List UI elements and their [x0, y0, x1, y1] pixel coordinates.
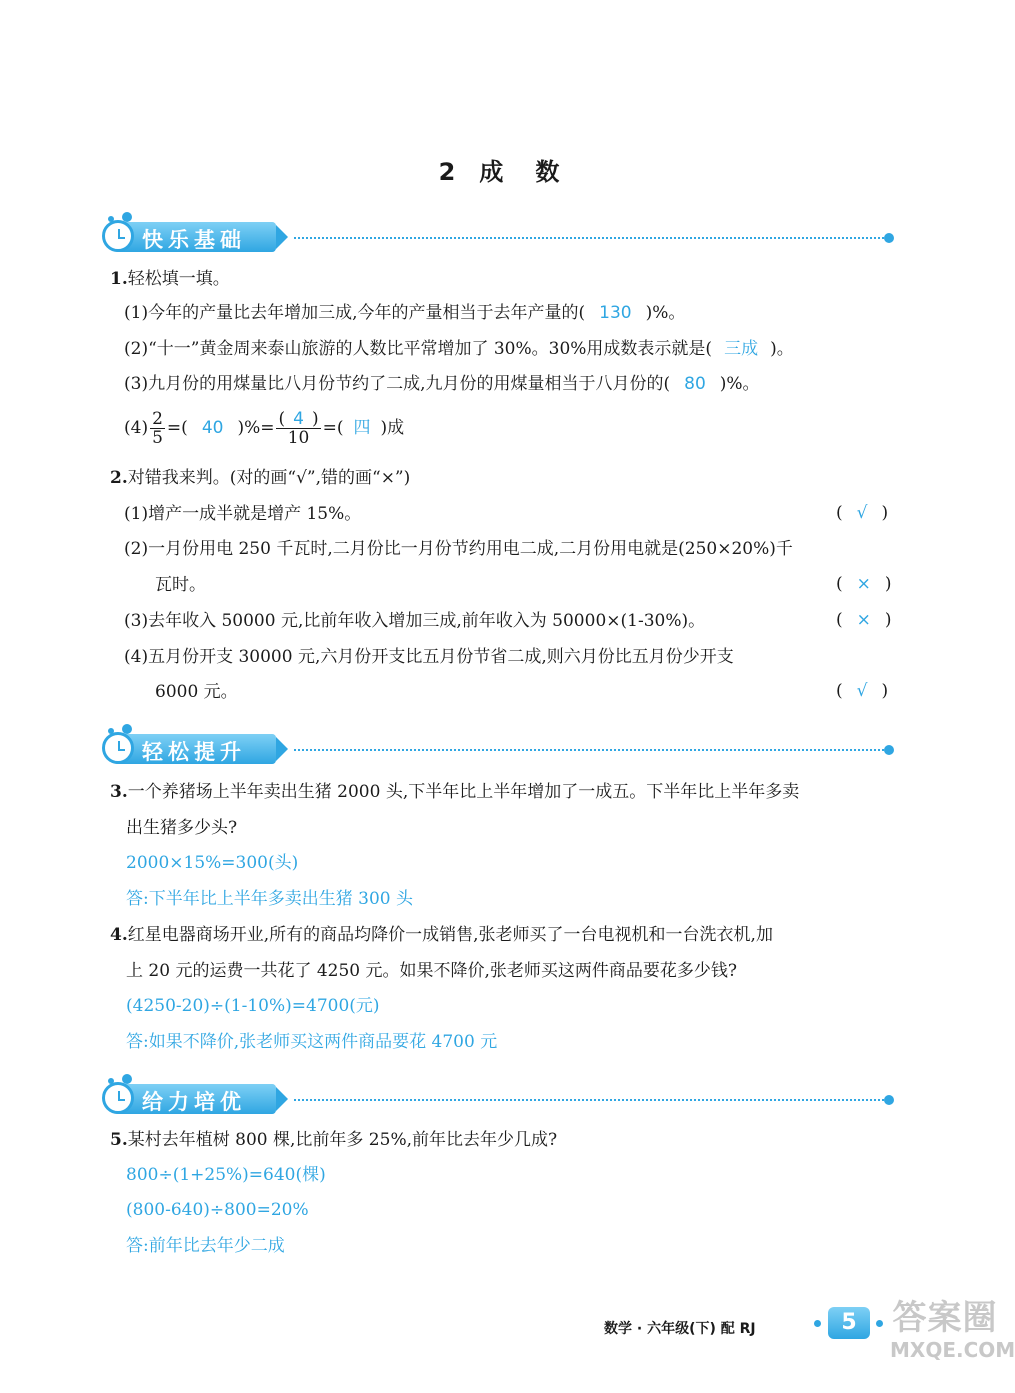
denominator: 5 [152, 428, 163, 448]
section-header-advanced [104, 1080, 894, 1116]
part-text: (3)九月份的用煤量比八月份节约了二成,九月份的用煤量相当于八月份的( [124, 374, 671, 394]
title-number: 2 [438, 158, 458, 186]
fraction [276, 410, 320, 447]
dotted-divider [294, 1099, 884, 1101]
part-text: (1)今年的产量比去年增加三成,今年的产量相当于去年产量的( [124, 303, 586, 323]
question-text: 对错我来判。(对的画“√”,错的画“×”) [127, 468, 411, 488]
dotted-divider [294, 237, 884, 239]
question-2-part-4-cont [155, 681, 238, 703]
question-1-part-1 [124, 302, 685, 324]
dotted-divider [294, 749, 884, 751]
answer-value: × [856, 574, 871, 594]
clock-icon [102, 220, 134, 252]
question-2-part-3 [124, 610, 705, 632]
part-text: 6000 元。 [155, 682, 238, 702]
page-number: 5 [828, 1307, 870, 1339]
question-4-stem [110, 924, 773, 946]
question-3-stem-cont [126, 817, 237, 839]
answer-calculation: (4250-20)÷(1-10%)=4700(元) [126, 996, 380, 1016]
question-4-stem-cont [126, 960, 737, 982]
part-text: )。 [770, 339, 794, 359]
question-number: 3. [110, 782, 128, 802]
watermark-text: 答案圈 [892, 1298, 998, 1338]
question-text: 上 20 元的运费一共花了 4250 元。如果不降价,张老师买这两件商品要花多少钱? [126, 961, 738, 981]
decoration-dot [876, 1320, 883, 1327]
question-text: 某村去年植树 800 棵,比前年多 25%,前年比去年少几成? [127, 1130, 558, 1150]
answer-value: √ [856, 503, 868, 523]
answer-sentence: 答:下半年比上半年多卖出生猪 300 头 [126, 889, 413, 909]
numerator [276, 410, 320, 429]
paren: ( [278, 409, 286, 429]
question-3-stem [110, 781, 799, 803]
answer-sentence: 答:前年比去年少二成 [126, 1236, 285, 1256]
part-text: )%。 [645, 303, 686, 323]
part-text: (4) [124, 418, 149, 438]
watermark [890, 1298, 1015, 1362]
question-number: 2. [110, 468, 128, 488]
watermark-url: MXQE.COM [890, 1338, 1015, 1362]
answer-value: 130 [599, 303, 632, 323]
answer-value: 三成 [724, 339, 759, 359]
answer-value: 40 [201, 418, 224, 438]
question-2-part-2-cont [155, 574, 206, 596]
title-word-2: 数 [535, 158, 562, 186]
part-text: (2)“十一”黄金周来泰山旅游的人数比平常增加了 30%。30%用成数表示就是( [124, 339, 713, 359]
decoration-dot [814, 1320, 821, 1327]
paren: ) [311, 409, 319, 429]
title-word-1: 成 [479, 158, 506, 186]
answer-calculation: (800-640)÷800=20% [126, 1200, 309, 1220]
judgement-mark: ( √ ) [836, 503, 889, 523]
question-2-part-4 [124, 646, 734, 668]
question-text: 出生猪多少头? [126, 818, 238, 838]
judgement-mark: ( × ) [836, 574, 892, 594]
part-text: (1)增产一成半就是增产 15%。 [124, 504, 362, 524]
answer-calculation: 800÷(1+25%)=640(棵) [126, 1165, 326, 1185]
fraction [150, 410, 165, 447]
section-title: 给力培优 [142, 1090, 246, 1114]
answer-value: 80 [684, 374, 706, 394]
denominator: 10 [287, 428, 310, 448]
question-text: 轻松填一填。 [127, 269, 230, 289]
question-text: 红星电器商场开业,所有的商品均降价一成销售,张老师买了一台电视机和一台洗衣机,加 [127, 925, 773, 945]
footer-book-info: 数学 · 六年级(下) 配 RJ [604, 1321, 756, 1337]
section-title: 快乐基础 [142, 228, 246, 252]
clock-icon [102, 1082, 134, 1114]
numerator: 2 [152, 409, 163, 429]
question-number: 5. [110, 1130, 128, 1150]
judgement-mark: ( √ ) [836, 681, 889, 701]
answer-sentence: 答:如果不降价,张老师买这两件商品要花 4700 元 [126, 1032, 498, 1052]
divider-end-dot [884, 1095, 894, 1105]
question-2-part-2 [124, 538, 793, 560]
section-header-basic [104, 218, 894, 254]
question-2-part-1 [124, 503, 361, 525]
part-text: (2)一月份用电 250 千瓦时,二月份比一月份节约用电二成,二月份用电就是(250×20%)千 [124, 539, 793, 559]
question-number: 4. [110, 925, 128, 945]
judgement-mark: ( × ) [836, 610, 892, 630]
part-text: (3)去年收入 50000 元,比前年收入增加三成,前年收入为 50000×(1-30%)。 [124, 611, 706, 631]
question-2-stem [110, 467, 410, 489]
divider-end-dot [884, 233, 894, 243]
part-text: =( [322, 418, 344, 438]
part-text: )%= [237, 418, 275, 438]
part-text: (4)五月份开支 30000 元,六月份开支比五月份节省二成,则六月份比五月份少开支 [124, 647, 734, 667]
answer-calculation: 2000×15%=300(头) [126, 853, 299, 873]
answer-value: × [856, 610, 871, 630]
question-1-part-4 [124, 410, 404, 447]
answer-value: 四 [353, 418, 371, 438]
divider-end-dot [884, 745, 894, 755]
part-text: 瓦时。 [155, 575, 206, 595]
answer-value: √ [856, 681, 868, 701]
question-1-part-3 [124, 373, 760, 395]
part-text: )成 [380, 418, 405, 438]
clock-icon [102, 732, 134, 764]
question-number: 1. [110, 269, 128, 289]
part-text: )%。 [719, 374, 760, 394]
section-title: 轻松提升 [142, 740, 246, 764]
question-text: 一个养猪场上半年卖出生猪 2000 头,下半年比上半年增加了一成五。下半年比上半年多卖 [127, 782, 800, 802]
page-title [0, 152, 1000, 187]
question-5-stem [110, 1129, 557, 1151]
question-1-part-2 [124, 338, 794, 360]
question-1-stem [110, 268, 230, 290]
answer-value: 4 [293, 409, 304, 429]
section-header-improve [104, 730, 894, 766]
part-text: =( [166, 418, 188, 438]
